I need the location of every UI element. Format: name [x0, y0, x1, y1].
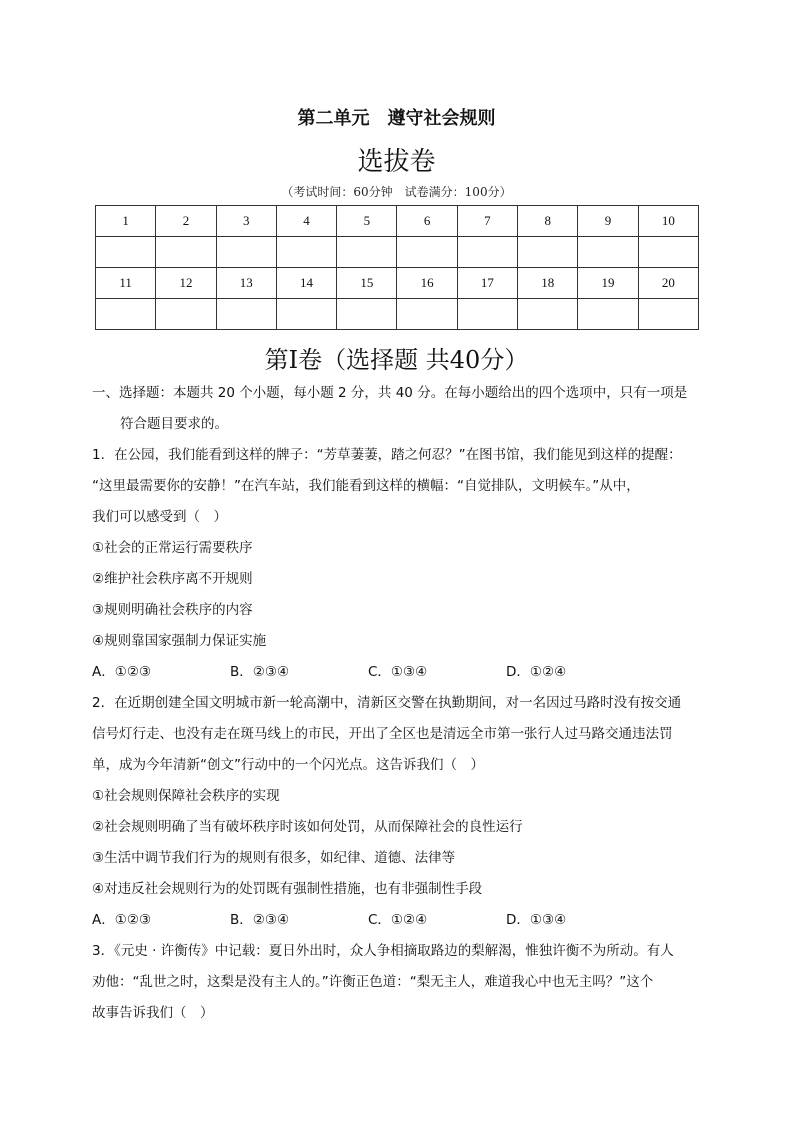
answer-cell[interactable]: [156, 299, 216, 330]
question-2-statement: ①社会规则保障社会秩序的实现: [92, 788, 280, 804]
section-instruction: 符合题目要求的。: [120, 416, 228, 432]
answer-cell[interactable]: [397, 237, 457, 268]
grid-cell: 8: [518, 206, 578, 237]
grid-cell: 12: [156, 268, 216, 299]
grid-cell: 4: [276, 206, 336, 237]
answer-cell[interactable]: [578, 237, 638, 268]
answer-cell[interactable]: [397, 299, 457, 330]
section-title: 第Ⅰ卷（选择题 共40分）: [264, 346, 529, 374]
grid-cell: 14: [276, 268, 336, 299]
answer-cell[interactable]: [457, 299, 517, 330]
question-2-options: [92, 905, 704, 936]
question-2-stem: 单，成为今年清新“创文”行动中的一个闪光点。这告诉我们（ ）: [92, 757, 484, 773]
question-1-statement: ①社会的正常运行需要秩序: [92, 540, 253, 556]
answer-cell[interactable]: [216, 299, 276, 330]
question-1-stem: 1．在公园，我们能看到这样的牌子：“芳草萋萋，踏之何忍？”在图书馆，我们能见到这样的提醒：: [92, 447, 682, 463]
answer-grid-number-row: [96, 268, 699, 299]
question-2-stem: 信号灯行走、也没有走在斑马线上的市民，开出了全区也是清远全市第一张行人过马路交通违法罚: [92, 726, 673, 742]
answer-cell[interactable]: [216, 237, 276, 268]
answer-cell[interactable]: [337, 299, 397, 330]
question-1-statement: ②维护社会秩序离不开规则: [92, 571, 253, 587]
grid-cell: 17: [457, 268, 517, 299]
answer-cell[interactable]: [638, 237, 698, 268]
answer-grid-blank-row: [96, 237, 699, 268]
option-a[interactable]: A．①②③: [92, 912, 152, 928]
question-2-statement: ②社会规则明确了当有破坏秩序时该如何处罚，从而保障社会的良性运行: [92, 819, 523, 835]
section-instruction: 一、选择题：本题共 20 个小题，每小题 2 分，共 40 分。在每小题给出的四个选项中，只有一项是: [92, 385, 688, 401]
question-content: [92, 378, 704, 1029]
grid-cell: 2: [156, 206, 216, 237]
option-c[interactable]: C．①③④: [368, 664, 428, 680]
grid-cell: 3: [216, 206, 276, 237]
unit-title: 第二单元 遵守社会规则: [297, 108, 496, 129]
paper-subtitle: 选拔卷: [357, 147, 436, 177]
answer-grid-number-row: [96, 206, 699, 237]
question-1-options: [92, 657, 704, 688]
grid-cell: 5: [337, 206, 397, 237]
option-d[interactable]: D．①②④: [506, 664, 567, 680]
question-2-stem: 2．在近期创建全国文明城市新一轮高潮中，清新区交警在执勤期间，对一名因过马路时没有按交通: [92, 695, 682, 711]
grid-cell: 18: [518, 268, 578, 299]
answer-cell[interactable]: [156, 237, 216, 268]
exam-info: （考试时间：60分钟 试卷满分：100分）: [281, 185, 512, 199]
question-1-statement: ③规则明确社会秩序的内容: [92, 602, 253, 618]
question-3-stem: 3．《元史 · 许衡传》中记载：夏日外出时，众人争相摘取路边的梨解渴，惟独许衡不为所动。有人: [92, 943, 674, 959]
option-d[interactable]: D．①③④: [506, 912, 567, 928]
question-2-statement: ④对违反社会规则行为的处罚既有强制性措施，也有非强制性手段: [92, 881, 483, 897]
option-c[interactable]: C．①②④: [368, 912, 428, 928]
grid-cell: 6: [397, 206, 457, 237]
grid-cell: 13: [216, 268, 276, 299]
answer-grid: [95, 205, 699, 330]
answer-cell[interactable]: [276, 299, 336, 330]
question-3-stem: 劝他：“乱世之时，这梨是没有主人的。”许衡正色道：“梨无主人，难道我心中也无主吗？”这个: [92, 974, 654, 990]
answer-cell[interactable]: [96, 237, 156, 268]
option-a[interactable]: A．①②③: [92, 664, 152, 680]
question-1-statement: ④规则靠国家强制力保证实施: [92, 633, 267, 649]
question-1-stem: “这里最需要你的安静！”在汽车站，我们能看到这样的横幅：“自觉排队，文明候车。”从中，: [92, 478, 640, 494]
question-2-statement: ③生活中调节我们行为的规则有很多，如纪律、道德、法律等: [92, 850, 456, 866]
answer-grid-blank-row: [96, 299, 699, 330]
answer-cell[interactable]: [578, 299, 638, 330]
grid-cell: 20: [638, 268, 698, 299]
answer-cell[interactable]: [518, 237, 578, 268]
grid-cell: 9: [578, 206, 638, 237]
answer-cell[interactable]: [518, 299, 578, 330]
option-b[interactable]: B．②③④: [230, 912, 290, 928]
grid-cell: 15: [337, 268, 397, 299]
answer-cell[interactable]: [96, 299, 156, 330]
question-1-stem: 我们可以感受到（ ）: [92, 509, 227, 525]
answer-cell[interactable]: [638, 299, 698, 330]
grid-cell: 16: [397, 268, 457, 299]
question-3-stem: 故事告诉我们（ ）: [92, 1005, 214, 1021]
answer-cell[interactable]: [337, 237, 397, 268]
option-b[interactable]: B．②③④: [230, 664, 290, 680]
grid-cell: 19: [578, 268, 638, 299]
grid-cell: 7: [457, 206, 517, 237]
grid-cell: 11: [96, 268, 156, 299]
grid-cell: 10: [638, 206, 698, 237]
grid-cell: 1: [96, 206, 156, 237]
answer-cell[interactable]: [276, 237, 336, 268]
answer-cell[interactable]: [457, 237, 517, 268]
